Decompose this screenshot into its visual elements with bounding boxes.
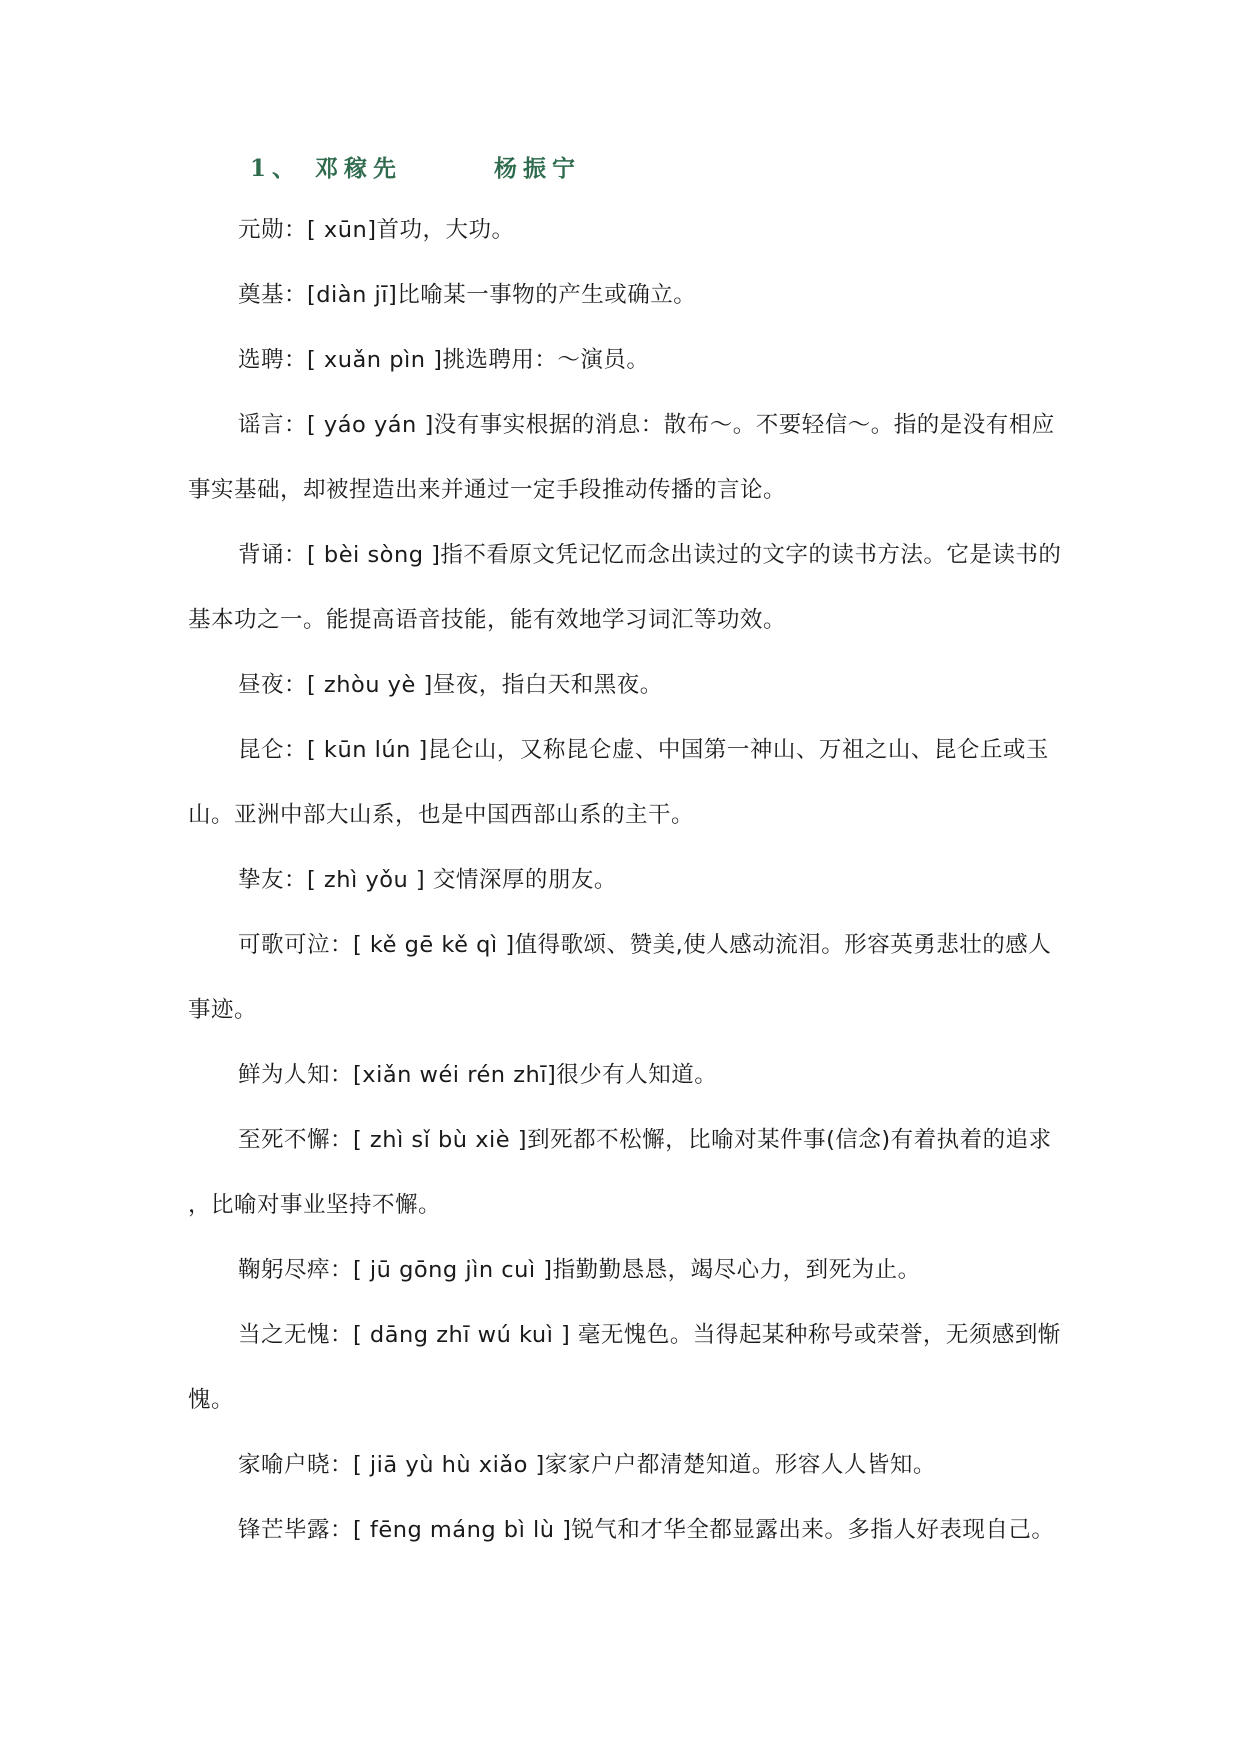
section-heading	[250, 150, 581, 183]
vocab-entry-yaoyan: 谣言：[ yáo yán ]没有事实根据的消息：散布～。不要轻信～。指的是没有相应事实基础，却被捏造出来并通过一定手段推动传播的言论。	[188, 412, 1055, 503]
vocab-entry-dangzhiwukui: 当之无愧：[ dāng zhī wú kuì ] 毫无愧色。当得起某种称号或荣誉，无须感到惭愧。	[188, 1322, 1061, 1413]
vocab-entry-beisong: 背诵：[ bèi sòng ]指不看原文凭记忆而念出读过的文字的读书方法。它是读书的基本功之一。能提高语音技能，能有效地学习词汇等功效。	[188, 542, 1062, 633]
vocabulary-list	[188, 198, 1068, 1563]
vocab-entry-kunlun: 昆仑：[ kūn lún ]昆仑山，又称昆仑虚、中国第一神山、万祖之山、昆仑丘或玉山。亚洲中部大山系，也是中国西部山系的主干。	[188, 737, 1049, 828]
vocab-entry-yuanxun: 元勋：[ xūn]首功，大功。	[238, 217, 515, 243]
vocab-entry-jiayuhuxiao: 家喻户晓：[ jiā yù hù xiǎo ]家家户户都清楚知道。形容人人皆知。	[238, 1452, 936, 1478]
heading-author: 杨振宁	[494, 155, 582, 182]
vocab-entry-jugongjincui: 鞠躬尽瘁：[ jū gōng jìn cuì ]指勤勤恳恳，竭尽心力，到死为止。	[238, 1257, 921, 1283]
vocab-entry-fengmangbilu: 锋芒毕露：[ fēng máng bì lù ]锐气和才华全都显露出来。多指人好表现自己。	[238, 1517, 1055, 1543]
vocab-entry-zhisibuxie: 至死不懈：[ zhì sǐ bù xiè ]到死都不松懈，比喻对某件事(信念)有着执着的追求 ，比喻对事业坚持不懈。	[188, 1127, 1052, 1218]
vocab-entry-xianweirenzhi: 鲜为人知：[xiǎn wéi rén zhī]很少有人知道。	[238, 1062, 718, 1088]
vocab-entry-zhouye: 昼夜：[ zhòu yè ]昼夜，指白天和黑夜。	[238, 672, 663, 698]
vocab-entry-dianji: 奠基：[diàn jī]比喻某一事物的产生或确立。	[238, 282, 697, 308]
vocab-entry-zhiyou: 挚友：[ zhì yǒu ] 交情深厚的朋友。	[238, 867, 617, 893]
heading-title: 邓稼先	[315, 155, 403, 182]
vocab-entry-kegekeqi: 可歌可泣：[ kě gē kě qì ]值得歌颂、赞美,使人感动流泪。形容英勇悲壮的感人事迹。	[188, 932, 1052, 1023]
heading-number: 1、	[250, 155, 302, 182]
vocab-entry-xuanpin: 选聘：[ xuǎn pìn ]挑选聘用：～演员。	[238, 347, 650, 373]
